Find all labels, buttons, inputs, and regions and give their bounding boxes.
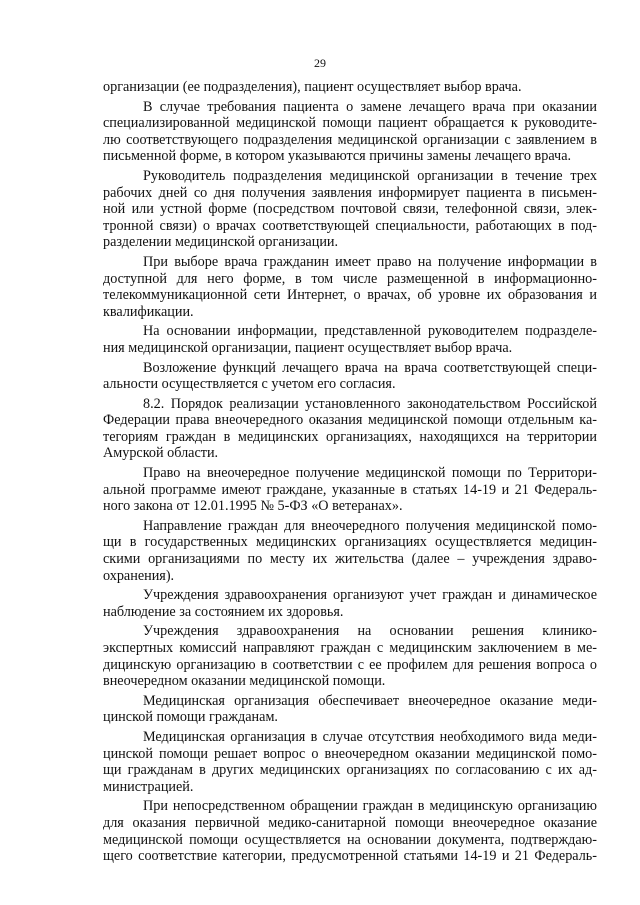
body-text	[103, 79, 597, 865]
text-line: Руководитель подразделения медицинской организации в течение трех	[143, 167, 597, 184]
text-line: При выборе врача гражданин имеет право на получение информации в	[143, 253, 597, 270]
text-line: альной программе имеют граждане, указанные в статьях 14-19 и 21 Федераль-	[103, 481, 597, 498]
text-line: щего соответствие категории, предусмотренной статьями 14-19 и 21 Федераль-	[103, 848, 597, 865]
page-number: 29	[314, 56, 326, 70]
text-line: Возложение функций лечащего врача на врача соответствующей специ-	[143, 359, 597, 376]
text-line: Учреждения здравоохранения на основании решения клинико-	[143, 623, 597, 640]
text-line: тегориям граждан в медицинских организациях, находящихся на территории	[103, 428, 597, 445]
text-line: ного закона от 12.01.1995 № 5-ФЗ «О ветеранах».	[103, 498, 403, 515]
text-line: ной или устной форме (посредством почтовой связи, телефонной связи, элек-	[103, 201, 597, 218]
text-line: для оказания первичной медико-санитарной помощи внеочередное оказание	[103, 814, 597, 831]
text-line: охранения).	[103, 567, 175, 584]
text-line: письменной форме, в котором указываются причины замены лечащего врача.	[103, 148, 572, 165]
text-line: Федерации права внеочередного оказания медицинской помощи отдельным ка-	[103, 412, 597, 429]
text-line: Амурской области.	[103, 445, 219, 462]
text-line: скими организациями по месту их жительства (далее – учреждения здраво-	[103, 551, 597, 568]
text-line: щи в государственных медицинских организациях осуществляется медицин-	[103, 534, 597, 551]
text-line: На основании информации, представленной руководителем подразделе-	[143, 323, 597, 340]
text-line: доступной для него форме, в том числе размещенной в информационно-	[103, 270, 597, 287]
text-line: Учреждения здравоохранения организуют учет граждан и динамическое	[143, 587, 597, 604]
text-line: министрацией.	[103, 778, 194, 795]
text-line: щи гражданам в других медицинских организациях по согласованию с их ад-	[103, 762, 597, 779]
text-line: ния медицинской организации, пациент осуществляет выбор врача.	[103, 339, 513, 356]
text-line: квалификации.	[103, 303, 194, 320]
text-line: В случае требования пациента о замене лечащего врача при оказании	[143, 98, 597, 115]
text-line: При непосредственном обращении граждан в медицинскую организацию	[143, 798, 597, 815]
text-line: цинской помощи решает вопрос о внеочередном оказании медицинской помо-	[103, 745, 597, 762]
text-line: лю соответствующего подразделения медицинской организации с заявлением в	[103, 131, 597, 148]
text-line: дицинскую организацию в соответствии с ее профилем для решения вопроса о	[103, 656, 597, 673]
text-line: Медицинская организация в случае отсутствия необходимого вида меди-	[143, 728, 597, 745]
text-line: медицинской помощи осуществляется на основании документа, подтверждаю-	[103, 831, 597, 848]
text-line: организации (ее подразделения), пациент осуществляет выбор врача.	[103, 79, 522, 95]
text-line: тронной связи) о врачах соответствующей специальности, работающих в под-	[103, 217, 597, 234]
text-line: разделении медицинской организации.	[103, 234, 339, 251]
text-line: внеочередном оказании медицинской помощи.	[103, 673, 386, 690]
text-line: наблюдение за состоянием их здоровья.	[103, 603, 344, 620]
text-line: специализированной медицинской помощи пациент обращается к руководите-	[103, 115, 597, 132]
text-line: экспертных комиссий направляют граждан с медицинским заключением в ме-	[103, 640, 597, 656]
text-line: 8.2. Порядок реализации установленного законодательством Российской	[143, 395, 597, 412]
text-line: Право на внеочередное получение медицинской помощи по Территори-	[143, 465, 597, 482]
text-line: телекоммуникационной сети Интернет, о врачах, об уровне их образования и	[103, 287, 597, 304]
text-line: Медицинская организация обеспечивает внеочередное оказание меди-	[143, 692, 597, 709]
text-line: Направление граждан для внеочередного получения медицинской помо-	[143, 517, 597, 534]
text-line: альности осуществляется с учетом его согласия.	[103, 376, 396, 393]
text-line: рабочих дней со дня получения заявления информирует пациента в письмен-	[103, 184, 597, 201]
text-line: цинской помощи гражданам.	[103, 709, 278, 726]
